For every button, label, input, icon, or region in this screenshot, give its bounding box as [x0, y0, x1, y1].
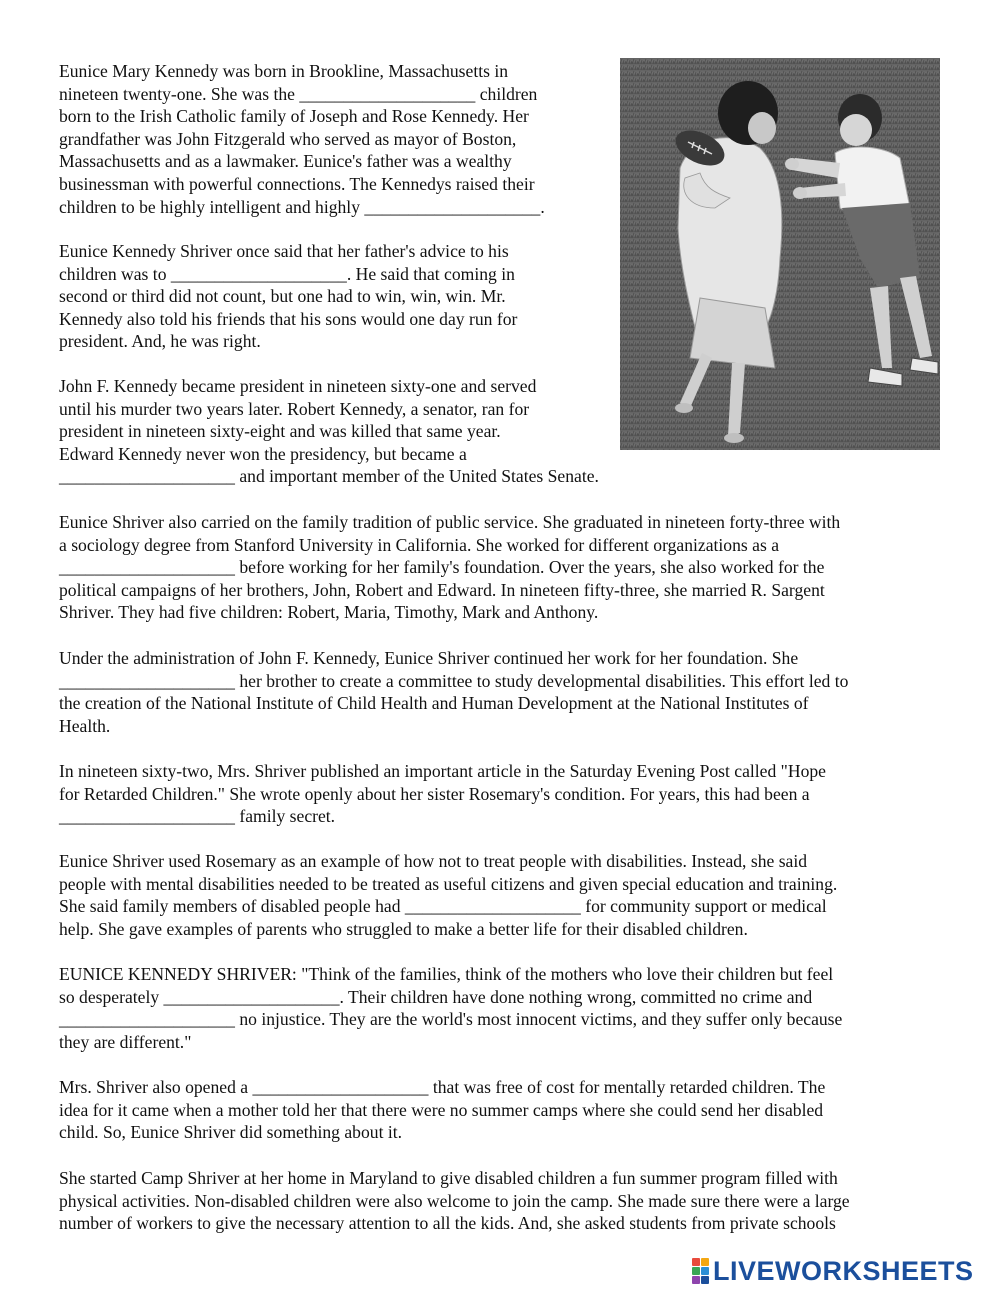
liveworksheets-logo: [692, 1255, 974, 1287]
text-line: second or third did not count, but one had to win, win, win. Mr.: [59, 286, 506, 307]
text-line: help. She gave examples of parents who struggled to make a better life for their disabled children.: [59, 918, 748, 939]
text-line: president in nineteen sixty-eight and was killed that same year.: [59, 421, 501, 442]
logo-text: LIVEWORKSHEETS: [713, 1255, 974, 1286]
text-line: president. And, he was right.: [59, 331, 261, 352]
paragraph-6: [59, 760, 826, 828]
paragraph-3: [59, 375, 599, 488]
text-line: Eunice Shriver used Rosemary as an example of how not to treat people with disabilities. Instead, she said: [59, 851, 808, 871]
text-line: Massachusetts and as a lawmaker. Eunice's father was a wealthy: [59, 151, 512, 172]
text-line: Eunice Kennedy Shriver once said that her father's advice to his: [59, 241, 509, 261]
text-line: Health.: [59, 715, 111, 736]
text-line: businessman with powerful connections. The Kennedys raised their: [59, 173, 535, 194]
photo-eunice-shriver-football-with-boy-icon: [620, 58, 940, 450]
text-line: Eunice Mary Kennedy was born in Brookline, Massachusetts in: [59, 61, 509, 81]
paragraph-7: [59, 850, 837, 940]
text-line: Edward Kennedy never won the presidency, but became a: [59, 443, 467, 464]
text-line: the creation of the National Institute of Child Health and Human Development at the National Institutes of: [59, 693, 809, 714]
text-line: a sociology degree from Stanford University in California. She worked for different organizations as a: [59, 534, 780, 555]
paragraph-1: [59, 60, 545, 218]
photo-eunice-football: [620, 58, 940, 450]
text-line: child. So, Eunice Shriver did something about it.: [59, 1122, 403, 1143]
text-line: political campaigns of her brothers, John, Robert and Edward. In nineteen fifty-three, she married R. Sargent: [59, 579, 825, 600]
text-line: EUNICE KENNEDY SHRIVER: "Think of the families, think of the mothers who love their children but feel: [59, 964, 834, 984]
text-line: In nineteen sixty-two, Mrs. Shriver published an important article in the Saturday Evening Post called "Hope: [59, 761, 826, 781]
text-line-with-blank[interactable]: children to be highly intelligent and highly ____________________.: [59, 196, 545, 217]
text-line: grandfather was John Fitzgerald who served as mayor of Boston,: [59, 128, 517, 149]
text-line-with-blank[interactable]: nineteen twenty-one. She was the ____________________ children: [59, 83, 538, 104]
paragraph-2: [59, 240, 517, 353]
text-line: Shriver. They had five children: Robert, Maria, Timothy, Mark and Anthony.: [59, 602, 599, 623]
text-line: She started Camp Shriver at her home in Maryland to give disabled children a fun summer program filled with: [59, 1168, 838, 1188]
text-line: people with mental disabilities needed to be treated as useful citizens and given special education and training.: [59, 873, 838, 894]
text-line: idea for it came when a mother told her that there were no summer camps where she could send her disabled: [59, 1099, 824, 1120]
text-line: John F. Kennedy became president in nineteen sixty-one and served: [59, 376, 537, 396]
text-line: number of workers to give the necessary attention to all the kids. And, she asked students from private schools: [59, 1213, 836, 1234]
text-line: Kennedy also told his friends that his sons would one day run for: [59, 308, 518, 329]
text-line-with-blank[interactable]: ____________________ before working for her family's foundation. Over the years, she also worked for the: [59, 557, 825, 578]
text-line-with-blank[interactable]: so desperately ____________________. Their children have done nothing wrong, committed no crime and: [59, 986, 813, 1007]
paragraph-5: [59, 647, 848, 737]
text-line: Eunice Shriver also carried on the family tradition of public service. She graduated in nineteen forty-three with: [59, 512, 841, 532]
text-line-with-blank[interactable]: ____________________ her brother to create a committee to study developmental disabilities. This effort led to: [59, 670, 849, 691]
paragraph-4: [59, 511, 840, 624]
paragraph-9: [59, 1076, 825, 1144]
paragraph-10: [59, 1167, 850, 1235]
text-line-with-blank[interactable]: ____________________ no injustice. They are the world's most innocent victims, and they suffer only because: [59, 1009, 843, 1030]
text-line-with-blank[interactable]: Mrs. Shriver also opened a ____________________ that was free of cost for mentally retarded children. The: [59, 1077, 826, 1097]
text-line-with-blank[interactable]: ____________________ family secret.: [59, 806, 336, 827]
text-line: for Retarded Children." She wrote openly about her sister Rosemary's condition. For years, this had been a: [59, 783, 810, 804]
text-line: physical activities. Non-disabled children were also welcome to join the camp. She made sure there were a large: [59, 1190, 850, 1211]
text-line: they are different.": [59, 1031, 192, 1052]
text-line-with-blank[interactable]: children was to ____________________. He said that coming in: [59, 263, 515, 284]
text-line: born to the Irish Catholic family of Joseph and Rose Kennedy. Her: [59, 106, 529, 127]
liveworksheets-logo-icon: [692, 1258, 709, 1284]
text-line: until his murder two years later. Robert Kennedy, a senator, ran for: [59, 398, 530, 419]
paragraph-8: [59, 963, 842, 1053]
text-line-with-blank[interactable]: ____________________ and important member of the United States Senate.: [59, 466, 599, 487]
text-line: Under the administration of John F. Kennedy, Eunice Shriver continued her work for her foundation. She: [59, 648, 799, 668]
text-line-with-blank[interactable]: She said family members of disabled people had ____________________ for community support or medical: [59, 896, 827, 917]
